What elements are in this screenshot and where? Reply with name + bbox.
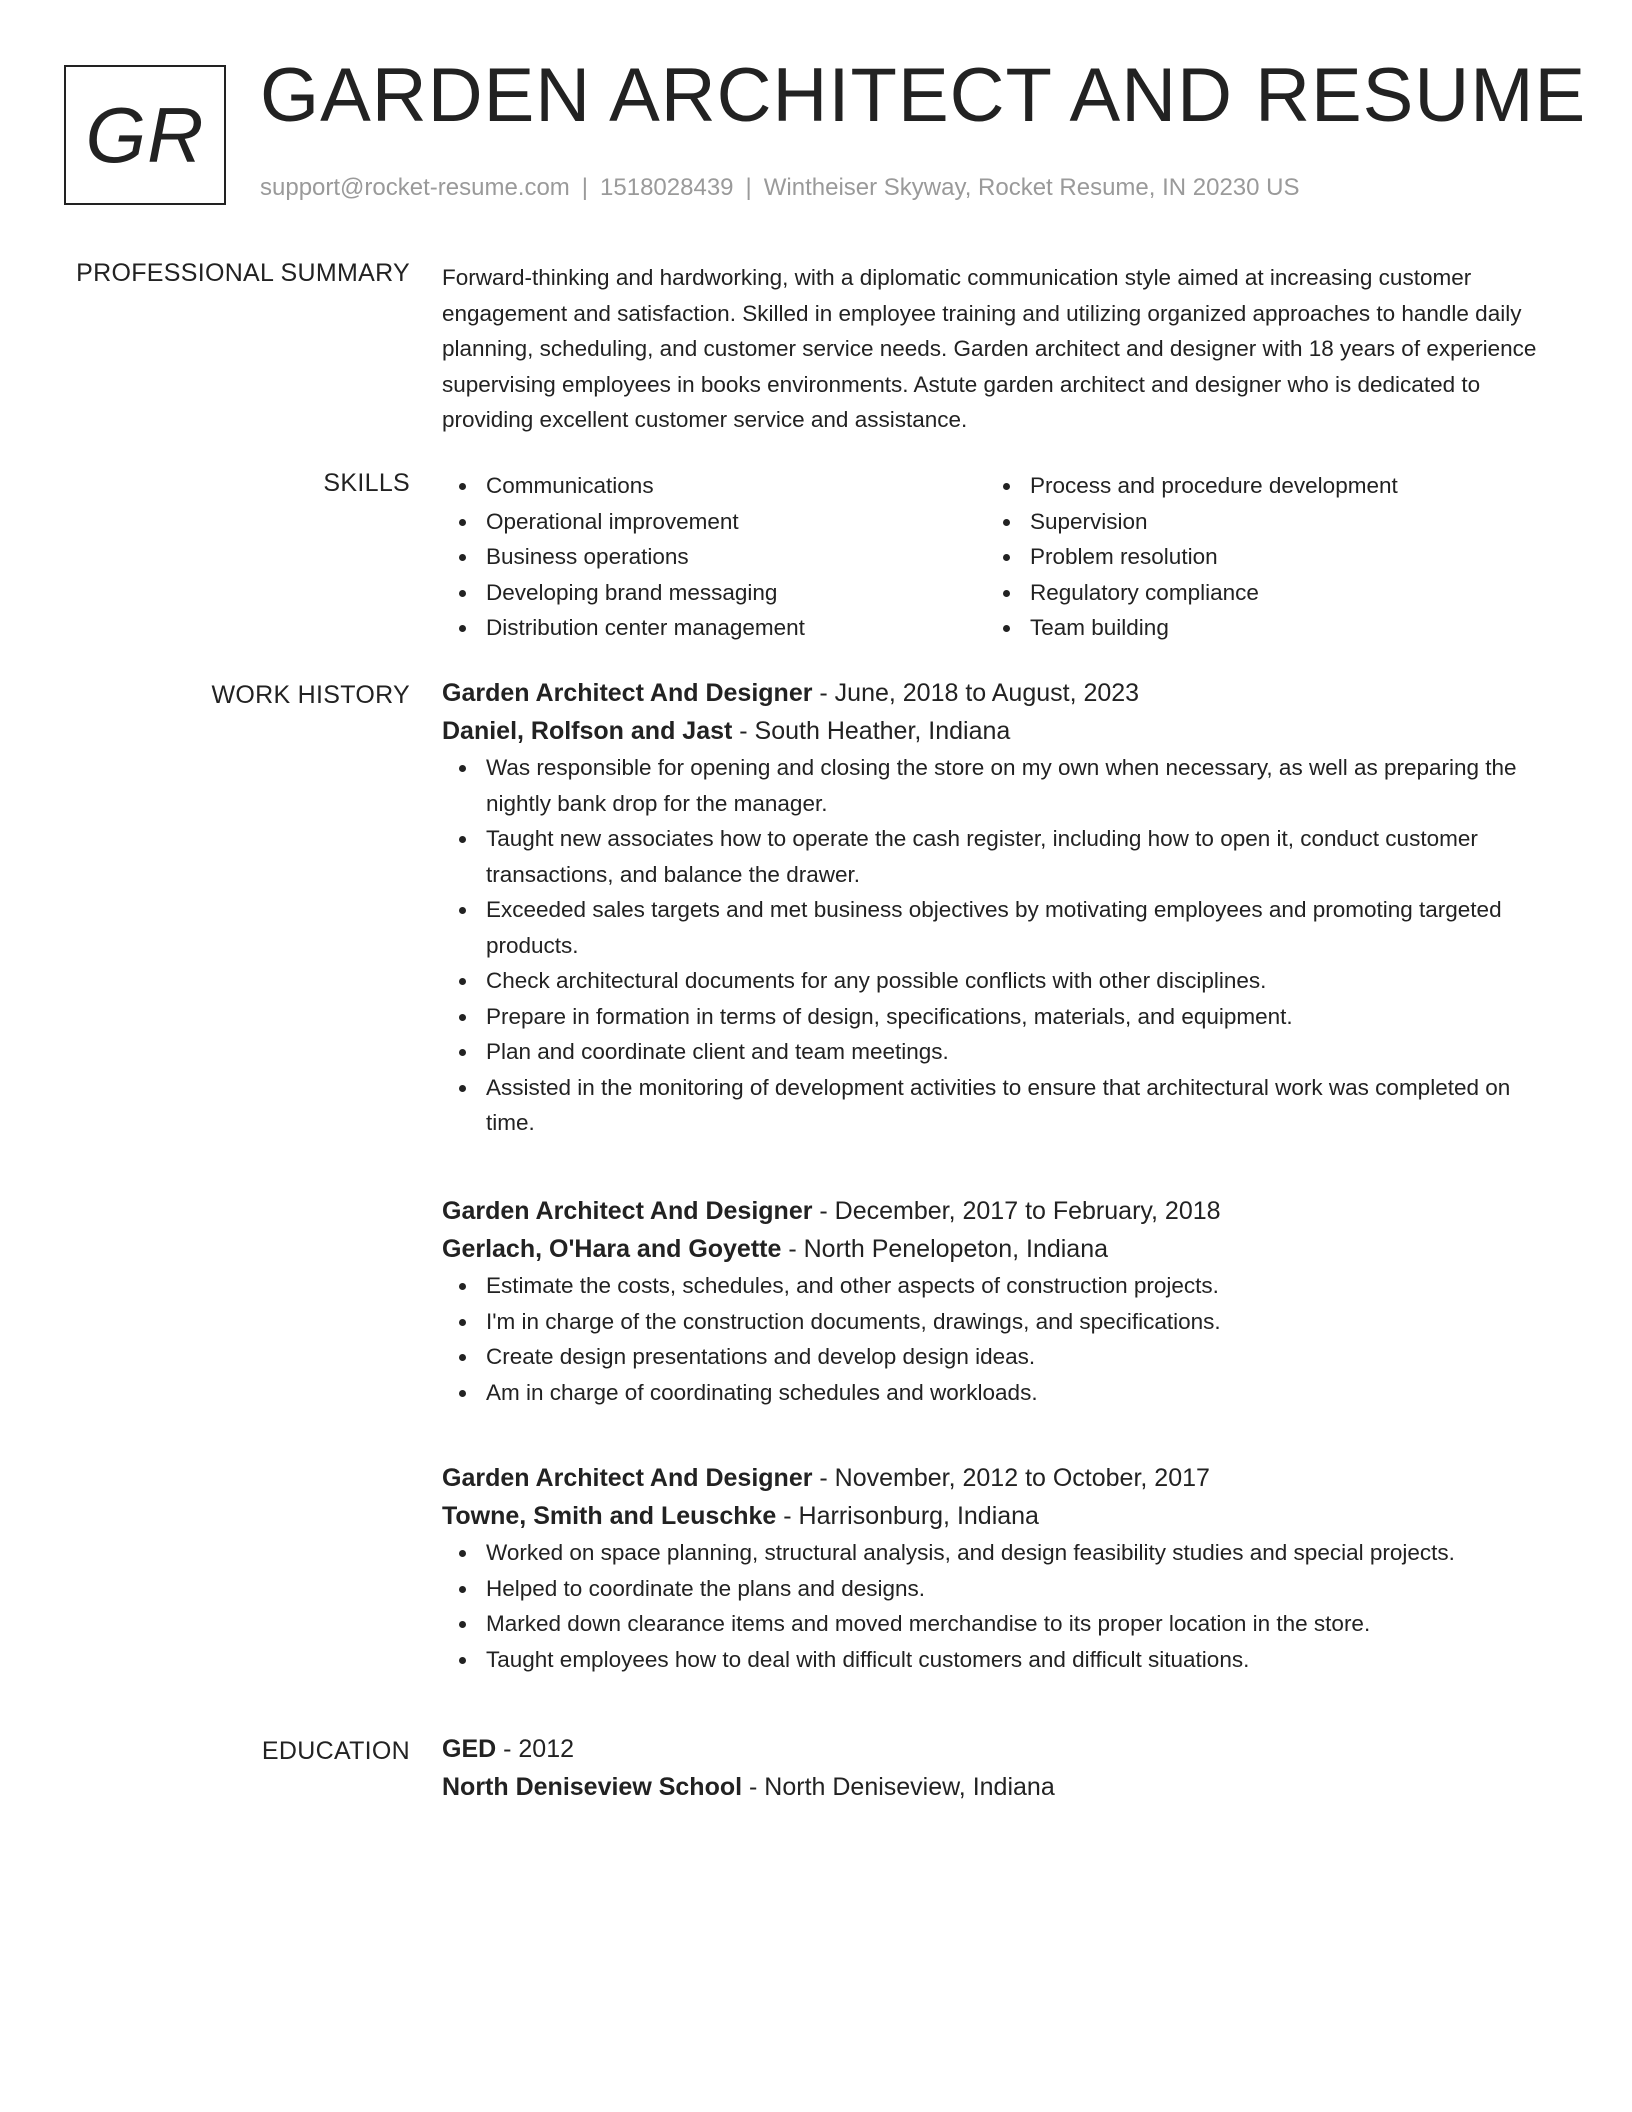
contact-phone[interactable]: 1518028439 — [600, 174, 734, 201]
job-bullet: Prepare in formation in terms of design, specifications, materials, and equipment. — [442, 999, 1554, 1035]
education-school-line — [442, 1768, 1554, 1806]
job-bullets — [442, 1268, 1554, 1410]
skill-item: Distribution center management — [442, 610, 986, 646]
summary-text: Forward-thinking and hardworking, with a diplomatic communication style aimed at increasing customer engagement and satisfaction. Skilled in employee training and utilizing organized approaches to handle daily planning, scheduling, and customer service needs. Garden architect and designer with 18 years of experience supervising employees in books environments. Astute garden architect and designer who is dedicated to providing excellent customer service and assistance. — [442, 265, 1537, 432]
section-label-skills: SKILLS — [323, 469, 410, 497]
job-bullet: Check architectural documents for any possible conflicts with other disciplines. — [442, 963, 1554, 999]
job-dates: - November, 2012 to October, 2017 — [812, 1464, 1210, 1492]
job-bullet: Taught employees how to deal with difficult customers and difficult situations. — [442, 1642, 1554, 1678]
page-title: GARDEN ARCHITECT AND RESUME — [260, 53, 1587, 138]
education-school: North Deniseview School — [442, 1773, 743, 1801]
job-company-line — [442, 712, 1554, 750]
education-degree-line — [442, 1730, 1554, 1768]
skill-item: Process and procedure development — [986, 468, 1530, 504]
job-bullet: Was responsible for opening and closing the store on my own when necessary, as well as preparing the nightly bank drop for the manager. — [442, 750, 1554, 821]
education-degree: GED — [442, 1735, 497, 1763]
contact-address: Wintheiser Skyway, Rocket Resume, IN 20230 US — [763, 174, 1300, 201]
job-bullet: Am in charge of coordinating schedules and workloads. — [442, 1375, 1554, 1411]
job-dates: - June, 2018 to August, 2023 — [812, 679, 1140, 707]
job-location: - Harrisonburg, Indiana — [776, 1502, 1039, 1530]
education-location: - North Deniseview, Indiana — [742, 1773, 1055, 1801]
job-entry — [442, 1192, 1554, 1410]
skill-item: Business operations — [442, 539, 986, 575]
job-bullet: Taught new associates how to operate the cash register, including how to open it, conduct customer transactions, and balance the drawer. — [442, 821, 1554, 892]
education-year: - 2012 — [496, 1735, 575, 1763]
job-title-line — [442, 674, 1554, 712]
monogram-logo: GR — [64, 65, 226, 205]
skills-column-right — [986, 468, 1530, 646]
job-dates: - December, 2017 to February, 2018 — [812, 1197, 1221, 1225]
job-bullet: Create design presentations and develop design ideas. — [442, 1339, 1554, 1375]
job-company: Towne, Smith and Leuschke — [442, 1502, 777, 1530]
job-bullet: Worked on space planning, structural analysis, and design feasibility studies and special projects. — [442, 1535, 1554, 1571]
job-bullets — [442, 750, 1554, 1141]
job-bullet: Marked down clearance items and moved merchandise to its proper location in the store. — [442, 1606, 1554, 1642]
contact-separator: | — [745, 174, 752, 201]
contact-email[interactable]: support@rocket-resume.com — [260, 174, 570, 201]
job-title: Garden Architect And Designer — [442, 679, 813, 707]
job-bullet: Helped to coordinate the plans and designs. — [442, 1571, 1554, 1607]
section-label-work-history: WORK HISTORY — [211, 681, 410, 709]
job-bullet: Assisted in the monitoring of development activities to ensure that architectural work was completed on time. — [442, 1070, 1554, 1141]
job-title-line — [442, 1192, 1554, 1230]
job-bullet: Plan and coordinate client and team meetings. — [442, 1034, 1554, 1070]
skill-item: Supervision — [986, 504, 1530, 540]
job-bullet: I'm in charge of the construction documents, drawings, and specifications. — [442, 1304, 1554, 1340]
job-company-line — [442, 1230, 1554, 1268]
job-bullets — [442, 1535, 1554, 1677]
skill-item: Communications — [442, 468, 986, 504]
skills-list — [442, 468, 1554, 646]
contact-separator: | — [581, 174, 589, 201]
section-label-summary: PROFESSIONAL SUMMARY — [76, 259, 410, 287]
skills-column-left — [442, 468, 986, 646]
section-label-education: EDUCATION — [261, 1737, 410, 1765]
job-title: Garden Architect And Designer — [442, 1464, 813, 1492]
job-bullet: Estimate the costs, schedules, and other aspects of construction projects. — [442, 1268, 1554, 1304]
job-entry — [442, 674, 1554, 1141]
skill-item: Problem resolution — [986, 539, 1530, 575]
job-company: Daniel, Rolfson and Jast — [442, 717, 733, 745]
job-company: Gerlach, O'Hara and Goyette — [442, 1235, 782, 1263]
job-location: - South Heather, Indiana — [732, 717, 1011, 745]
job-title: Garden Architect And Designer — [442, 1197, 813, 1225]
job-entry — [442, 1459, 1554, 1677]
skill-item: Operational improvement — [442, 504, 986, 540]
job-company-line — [442, 1497, 1554, 1535]
job-bullet: Exceeded sales targets and met business objectives by motivating employees and promoting targeted products. — [442, 892, 1554, 963]
job-location: - North Penelopeton, Indiana — [781, 1235, 1109, 1263]
skill-item: Team building — [986, 610, 1530, 646]
job-title-line — [442, 1459, 1554, 1497]
skill-item: Regulatory compliance — [986, 575, 1530, 611]
contact-line — [260, 174, 1300, 203]
skill-item: Developing brand messaging — [442, 575, 986, 611]
